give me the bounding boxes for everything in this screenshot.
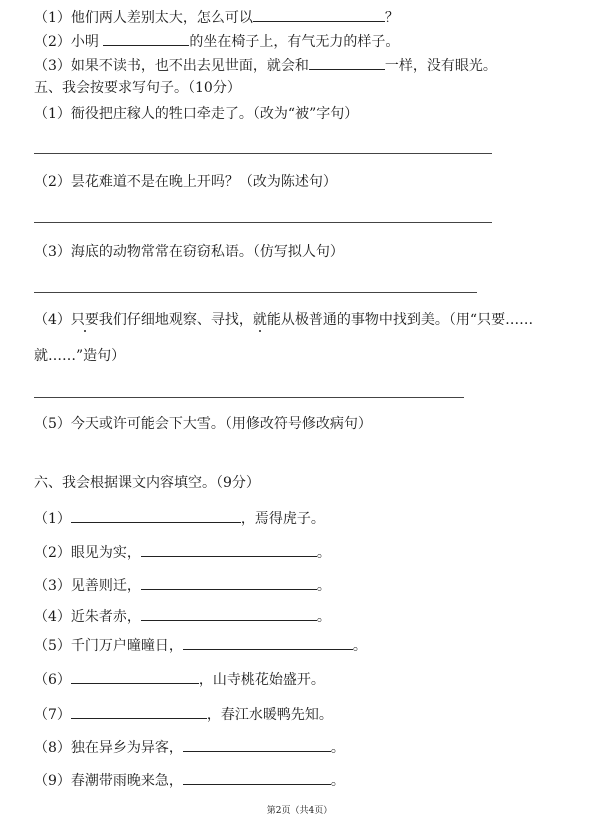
item-suffix: 。 (330, 773, 345, 789)
section6-item-3 (34, 575, 331, 595)
blank-field[interactable] (141, 606, 317, 621)
section5-q1: （1）衙役把庄稼人的牲口牵走了。（改为“被”字句） (34, 106, 359, 122)
section5-q4 (34, 311, 533, 329)
section6-item-7 (34, 704, 333, 724)
q4-keyword-zhiyao: 只要 (70, 312, 99, 328)
item-text: （1） (34, 511, 71, 527)
item-suffix: ，焉得虎子。 (240, 511, 325, 527)
section6-item-4 (34, 606, 331, 626)
q4-keyword-jiu: 就 (252, 312, 267, 328)
section5-q2: （2）昙花难道不是在晚上开吗？（改为陈述句） (34, 174, 337, 190)
item-text: （7） (34, 707, 71, 723)
item-suffix: ，春江水暖鸭先知。 (206, 707, 333, 723)
q4-number: （4） (34, 312, 71, 328)
fill-item-3 (34, 55, 497, 75)
section5-title: 五、我会按要求写句子。（10分） (34, 80, 241, 96)
item-suffix: 。 (316, 609, 331, 625)
item-text: （6） (34, 672, 71, 688)
fill-item-suffix: 的坐在椅子上，有气无力的样子。 (189, 34, 400, 50)
item-text: （5）千门万户曈曈日， (34, 638, 183, 654)
section6-item-1 (34, 508, 325, 528)
item-suffix: 。 (316, 545, 331, 561)
item-text: （4）近朱者赤， (34, 609, 141, 625)
section6-item-8 (34, 737, 345, 757)
fill-item-1 (34, 7, 399, 27)
item-suffix: ，山寺桃花始盛开。 (198, 672, 325, 688)
section6-title: 六、我会根据课文内容填空。（9分） (34, 475, 260, 491)
fill-item-text: （2）小明 (34, 34, 104, 50)
blank-field[interactable] (103, 31, 189, 46)
blank-field[interactable] (253, 7, 385, 22)
fill-item-text: （1）他们两人差别太大，怎么可以 (34, 10, 253, 26)
blank-field[interactable] (71, 669, 199, 684)
section6-item-9 (34, 770, 345, 790)
item-text: （3）见善则迁， (34, 578, 141, 594)
blank-field[interactable] (71, 508, 241, 523)
blank-field[interactable] (183, 770, 331, 785)
answer-line[interactable] (34, 397, 464, 398)
section5-q5: （5）今天或许可能会下大雪。（用修改符号修改病句） (34, 416, 372, 432)
fill-item-2 (34, 31, 399, 51)
blank-field[interactable] (309, 55, 385, 70)
section6-item-5 (34, 635, 367, 655)
blank-field[interactable] (183, 737, 331, 752)
item-text: （9）春潮带雨晚来急， (34, 773, 183, 789)
answer-line[interactable] (34, 292, 477, 293)
blank-field[interactable] (183, 635, 353, 650)
section5-q4-cont: 就……”造句） (34, 348, 126, 364)
q4-text: 我们仔细地观察、寻找， (98, 312, 253, 328)
blank-field[interactable] (71, 704, 207, 719)
item-suffix: 。 (330, 740, 345, 756)
section5-q3: （3）海底的动物常常在窃窃私语。（仿写拟人句） (34, 244, 344, 260)
page-footer: 第2页（共4页） (266, 806, 333, 816)
q4-text-end: 能从极普通的事物中找到美。（用“只要…… (266, 312, 534, 328)
section6-item-2 (34, 542, 331, 562)
item-suffix: 。 (316, 578, 331, 594)
fill-item-text: （3）如果不读书，也不出去见世面，就会和 (34, 58, 309, 74)
section6-item-6 (34, 669, 325, 689)
answer-line[interactable] (34, 222, 492, 223)
item-text: （2）眼见为实， (34, 545, 141, 561)
answer-line[interactable] (34, 153, 492, 154)
item-suffix: 。 (352, 638, 367, 654)
blank-field[interactable] (141, 542, 317, 557)
item-text: （8）独在异乡为异客， (34, 740, 183, 756)
blank-field[interactable] (141, 575, 317, 590)
fill-item-suffix: ？ (384, 10, 399, 26)
fill-item-suffix: 一样，没有眼光。 (384, 58, 497, 74)
